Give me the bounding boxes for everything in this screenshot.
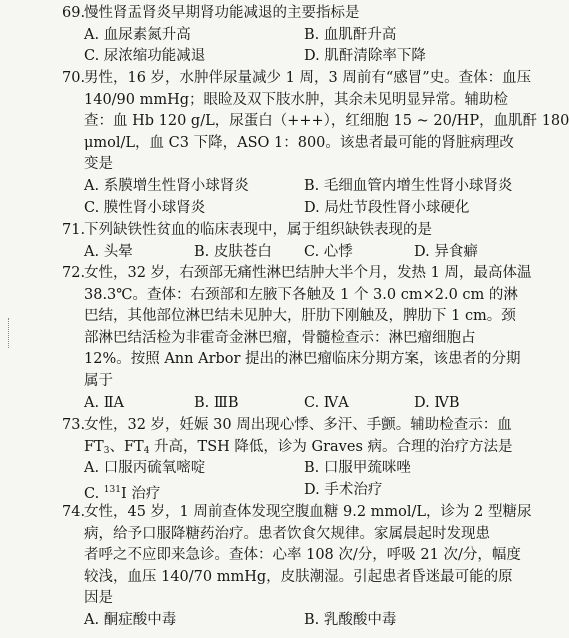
question-stem: 变是 [84, 156, 113, 173]
question-number: 74. [62, 504, 86, 520]
option-b: B. 口服甲巯咪唑 [304, 460, 411, 477]
question-stem: 查：血 Hb 120 g/L，尿蛋白（+++），红细胞 15 ~ 20/HP，血肌酐 180 [84, 113, 569, 130]
option-b: B. 毛细血管内增生性肾小球肾炎 [304, 177, 513, 194]
option-d: D. ⅣB [414, 394, 460, 411]
option-b: B. 乳酸酸中毒 [304, 611, 397, 628]
question-number: 73. [62, 417, 86, 433]
question-72 [62, 263, 532, 414]
option-b: B. ⅢB [194, 394, 239, 411]
options-row [84, 176, 524, 198]
option-c: C. ⅣA [304, 394, 349, 411]
question-70 [62, 68, 569, 219]
question-stem: 女性，45 岁，1 周前查体发现空腹血糖 9.2 mmol/L，诊为 2 型糖尿 [84, 504, 532, 520]
question-stem: 12%。按照 Ann Arbor 提出的淋巴瘤临床分期方案，该患者的分期 [84, 351, 521, 368]
option-b: B. 皮肤苍白 [194, 243, 272, 260]
question-stem: 140/90 mmHg；眼睑及双下肢水肿，其余未见明显异常。辅助检 [84, 91, 509, 108]
question-73 [62, 415, 524, 502]
options-row [84, 610, 524, 632]
binding-mark [8, 318, 12, 348]
question-69 [62, 3, 524, 68]
question-stem: 巴结，其他部位淋巴结未见肿大，肝肋下刚触及，脾肋下 1 cm。颈 [84, 308, 516, 325]
option-a: A. 头晕 [84, 243, 133, 260]
question-stem: 38.3℃。查体：右颈部和左腋下各触及 1 个 3.0 cm×2.0 cm 的淋 [84, 286, 518, 303]
option-c: C. 膜性肾小球肾炎 [84, 199, 206, 216]
option-a: A. ⅡA [84, 394, 125, 411]
option-d: D. 肌酐清除率下降 [304, 48, 426, 65]
question-stem: 下列缺铁性贫血的临床表现中，属于组织缺铁表现的是 [84, 222, 432, 238]
option-c: C. 心悸 [304, 243, 353, 260]
option-c: C. $^{131}$I 治疗 [84, 484, 161, 502]
question-stem: 部淋巴结活检为非霍奇金淋巴瘤，骨髓检查示：淋巴瘤细胞占 [84, 329, 476, 346]
question-stem: 属于 [84, 372, 113, 389]
question-number: 71. [62, 222, 86, 238]
options-row [84, 25, 524, 47]
option-a: A. 酮症酸中毒 [84, 611, 177, 628]
option-a: A. 血尿素氮升高 [84, 26, 191, 43]
question-number: 69. [62, 5, 86, 21]
question-stem: 因是 [84, 590, 113, 607]
question-stem: 者呼之不应即来急诊。查体：心率 108 次/分，呼吸 21 次/分，幅度 [84, 547, 521, 564]
option-a: A. 口服丙硫氧嘧啶 [84, 460, 206, 477]
options-row [84, 46, 524, 68]
question-stem: 较浅，血压 140/70 mmHg，皮肤潮湿。引起患者昏迷最可能的原 [84, 568, 513, 585]
question-stem: 慢性肾盂肾炎早期肾功能减退的主要指标是 [84, 5, 360, 21]
option-a: A. 系膜增生性肾小球肾炎 [84, 177, 249, 194]
question-number: 72. [62, 265, 86, 281]
question-stem: μmol/L，血 C3 下降，ASO 1：800。该患者最可能的肾脏病理改 [84, 134, 514, 151]
option-d: D. 异食癖 [414, 243, 478, 260]
question-stem: 女性，32 岁，妊娠 30 周出现心悸、多汗、手颤。辅助检查示：血 [84, 417, 512, 433]
question-stem: 男性，16 岁，水肿伴尿量减少 1 周，3 周前有“感冒”史。查体：血压 [84, 70, 532, 86]
options-row [84, 198, 524, 220]
question-stem: $FT_3$、$FT_4$ 升高，TSH 降低，诊为 Graves 病。合理的治疗方法是 [84, 438, 513, 456]
question-74 [62, 502, 532, 632]
option-d: D. 局灶节段性肾小球硬化 [304, 199, 470, 216]
options-row [84, 393, 524, 415]
option-b: B. 血肌酐升高 [304, 26, 397, 43]
options-row [84, 242, 524, 264]
question-stem: 病，给予口服降糖药治疗。患者饮食欠规律。家属晨起时发现患 [84, 525, 490, 542]
options-row [84, 480, 524, 502]
question-71 [62, 220, 524, 263]
options-row [84, 458, 524, 480]
question-stem: 女性，32 岁，右颈部无痛性淋巴结肿大半个月，发热 1 周，最高体温 [84, 265, 532, 281]
option-c: C. 尿浓缩功能减退 [84, 48, 206, 65]
question-number: 70. [62, 70, 86, 86]
option-d: D. 手术治疗 [304, 481, 383, 498]
